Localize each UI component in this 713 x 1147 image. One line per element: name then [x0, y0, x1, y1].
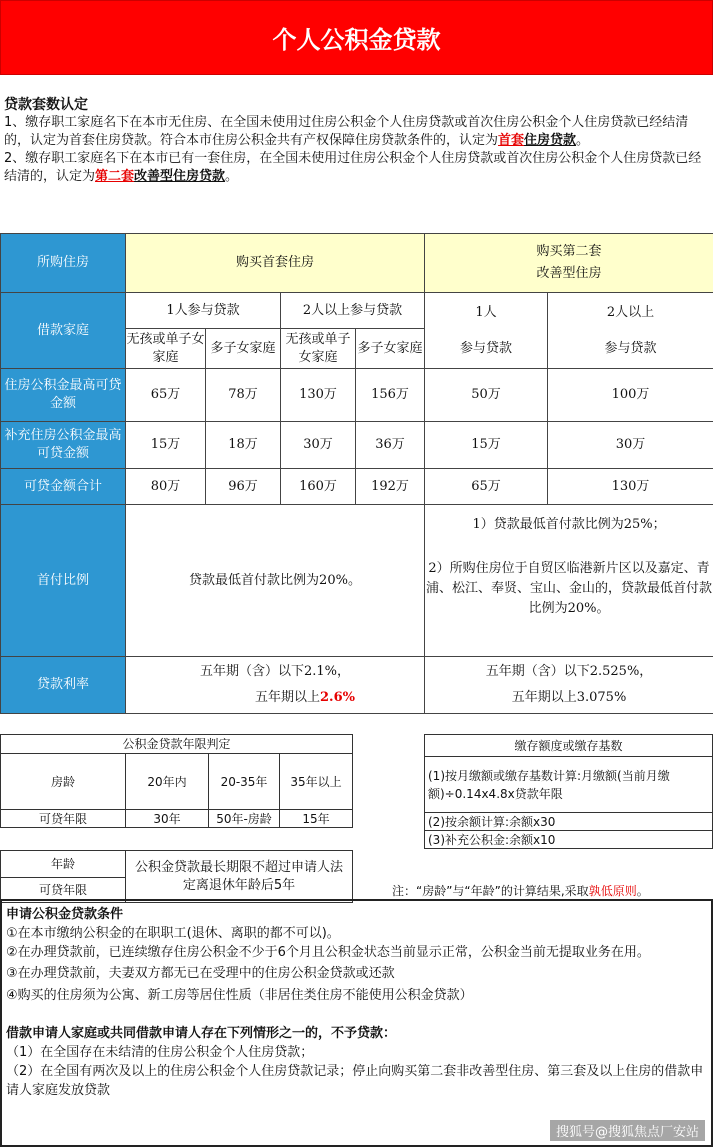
note: [392, 882, 710, 899]
rate-first-2a: 五年期以上: [255, 690, 321, 705]
term-value: 50年-房龄: [209, 810, 280, 828]
total-value: 65万: [425, 469, 548, 505]
term-value: 15年: [280, 810, 353, 828]
condition-item: ①在本市缴纳公积金的在职职工(退休、离职的都不可以)。: [6, 926, 340, 941]
row-label-rate: 贷款利率: [1, 657, 126, 714]
intro-heading: 贷款套数认定: [4, 97, 88, 113]
second-two-line1: 2人以上: [606, 304, 655, 320]
conditions-heading: 申请公积金贷款条件: [6, 907, 124, 922]
rate-second-2: 五年期以上3.075%: [511, 690, 627, 705]
age-desc: 公积金贷款最长期限不超过申请人法定离退休年龄后5年: [126, 851, 353, 903]
down-second: [425, 505, 713, 657]
term-value: 30年: [126, 810, 209, 828]
age-term-label: 可贷年限: [1, 878, 126, 903]
note-end: 。: [636, 884, 649, 898]
no-child-header-2: 无孩或单子女家庭: [281, 329, 356, 369]
fund-value: 100万: [548, 369, 713, 422]
second-one-person-header: [425, 293, 548, 369]
base-table: [424, 734, 713, 849]
fund-value: 156万: [356, 369, 425, 422]
intro-p1-highlight: 首套: [498, 133, 525, 148]
intro-paragraph-1: [4, 114, 708, 150]
fund-value: 78万: [206, 369, 281, 422]
intro-p2-text: 2、缴存职工家庭名下在本市已有一套住房，在全国未使用过住房公积金个人住房贷款或首次住房公积金个人住房贷款已经结清的，认定为: [4, 151, 702, 184]
no-child-header: 无孩或单子女家庭: [126, 329, 206, 369]
rate-second: [425, 657, 713, 714]
age-col: 35年以上: [280, 754, 353, 810]
first-house-header: 购买首套住房: [126, 234, 425, 293]
second-house-line1: 购买第二套: [536, 244, 602, 259]
intro-paragraph-2: [4, 150, 708, 186]
second-one-line2: 参与贷款: [460, 340, 513, 356]
condition-item: ④购买的住房须为公寓、新工房等居住性质（非居住类住房不能使用公积金贷款）: [6, 988, 473, 1003]
watermark: 搜狐号@搜狐焦点厂安站: [550, 1120, 705, 1141]
row-label-max-supp: 补充住房公积金最高可贷金额: [1, 422, 126, 469]
total-value: 130万: [548, 469, 713, 505]
rate-second-1: 五年期（含）以下2.525%，: [485, 664, 653, 679]
supp-value: 18万: [206, 422, 281, 469]
loan-table: [0, 233, 713, 714]
multi-child-header: 多子女家庭: [206, 329, 281, 369]
base-rule-2: (2)按余额计算:余额x30: [425, 813, 713, 831]
row-label-total: 可贷金额合计: [1, 469, 126, 505]
term-table-title: 公积金贷款年限判定: [1, 735, 353, 754]
supp-value: 15万: [425, 422, 548, 469]
second-two-person-header: [548, 293, 713, 369]
total-value: 80万: [126, 469, 206, 505]
row-label-family: 借款家庭: [1, 293, 126, 369]
intro-p2-highlight: 第二套: [95, 169, 135, 184]
two-person-header: 2人以上参与贷款: [281, 293, 425, 329]
rate-first-1: 五年期（含）以下2.1%，: [199, 664, 351, 679]
multi-child-header-2: 多子女家庭: [356, 329, 425, 369]
term-label: 可贷年限: [1, 810, 126, 828]
second-house-line2: 改善型住房: [536, 266, 602, 281]
intro-section: [4, 96, 708, 186]
supp-value: 30万: [548, 422, 713, 469]
total-value: 192万: [356, 469, 425, 505]
fund-value: 65万: [126, 369, 206, 422]
second-house-header: [425, 234, 713, 293]
term-table: [0, 734, 353, 828]
rate-first: [126, 657, 425, 714]
note-text: 注：“房龄”与“年龄”的计算结果,采取: [392, 884, 589, 898]
intro-p1-bold: 住房贷款: [524, 133, 577, 148]
total-value: 96万: [206, 469, 281, 505]
condition-item: ②在办理贷款前，已连续缴存住房公积金不少于6个月且公积金状态当前显示正常，公积金当前无提取业务在用。: [6, 945, 650, 960]
exclusion-item: （2）在全国有两次及以上的住房公积金个人住房贷款记录；停止向购买第二套非改善型住房、第三套及以上住房的借款申请人家庭发放贷款: [6, 1064, 704, 1098]
conditions-section: [0, 899, 713, 1147]
supp-value: 36万: [356, 422, 425, 469]
row-label-down: 首付比例: [1, 505, 126, 657]
intro-p2-bold: 改善型住房贷款: [134, 169, 226, 184]
exclusion-heading: 借款申请人家庭或共同借款申请人存在下列情形之一的，不予贷款：: [6, 1026, 397, 1041]
down-first: 贷款最低首付款比例为20%。: [126, 505, 425, 657]
base-rule-1: (1)按月缴额或缴存基数计算:月缴额(当前月缴额)÷0.14x4.8x贷款年限: [425, 757, 713, 813]
intro-p2-end: 。: [225, 169, 239, 184]
fund-value: 50万: [425, 369, 548, 422]
supp-value: 30万: [281, 422, 356, 469]
intro-p1-end: 。: [576, 133, 590, 148]
rate-first-2: [126, 689, 424, 707]
down-second-1: 1）贷款最低首付款比例为25%；: [472, 517, 666, 532]
base-rule-3: (3)补充公积金:余额x10: [425, 831, 713, 849]
house-age-label: 房龄: [1, 754, 126, 810]
base-table-title: 缴存额度或缴存基数: [425, 735, 713, 757]
exclusion-item: （1）在全国存在未结清的住房公积金个人住房贷款；: [6, 1045, 314, 1060]
age-table: [0, 850, 353, 903]
age-col: 20年内: [126, 754, 209, 810]
supp-value: 15万: [126, 422, 206, 469]
age-col: 20-35年: [209, 754, 280, 810]
age-label: 年龄: [1, 851, 126, 878]
note-highlight: 孰低原则: [588, 884, 637, 898]
second-one-line1: 1人: [475, 304, 497, 320]
condition-item: ③在办理贷款前，夫妻双方都无已在受理中的住房公积金贷款或还款: [6, 966, 395, 981]
total-value: 160万: [281, 469, 356, 505]
page-title: 个人公积金贷款: [0, 0, 713, 75]
one-person-header: 1人参与贷款: [126, 293, 281, 329]
row-label-max-fund: 住房公积金最高可贷金额: [1, 369, 126, 422]
rate-first-2b: 2.6%: [320, 690, 355, 705]
second-two-line2: 参与贷款: [604, 340, 657, 356]
row-label-house: 所购住房: [1, 234, 126, 293]
fund-value: 130万: [281, 369, 356, 422]
intro-p1-text: 1、缴存职工家庭名下在本市无住房、在全国未使用过住房公积金个人住房贷款或首次住房公积金个人住房贷款已经结清的，认定为首套住房贷款。符合本市住房公积金共有产权保障住房贷款条件的，认定为: [4, 115, 689, 148]
down-second-2: 2）所购住房位于自贸区临港新片区以及嘉定、青浦、松江、奉贤、宝山、金山的，贷款最低首付款比例为20%。: [426, 561, 713, 616]
